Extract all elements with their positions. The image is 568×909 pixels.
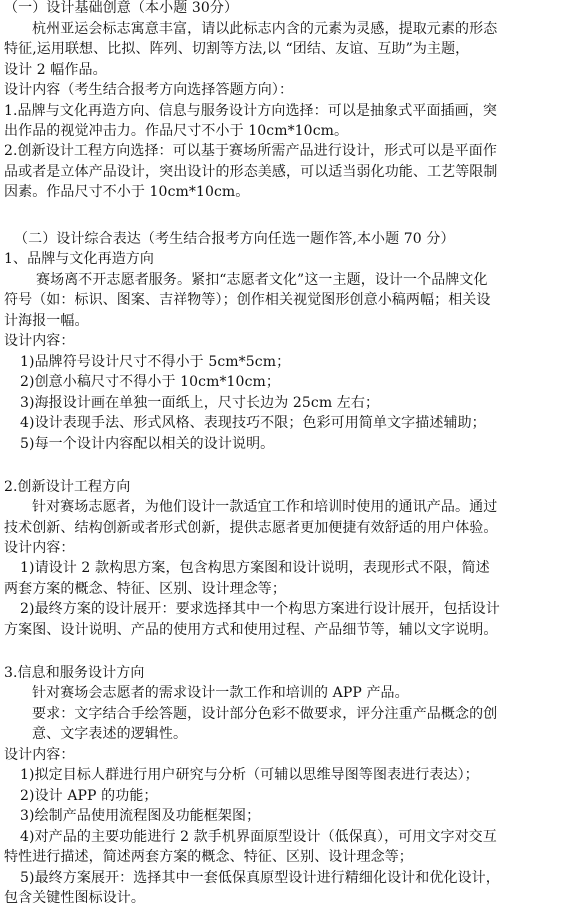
design-content-label: 设计内容：: [4, 540, 75, 556]
list-item: 4)对产品的主要功能进行 2 款手机界面原型设计（低保真），可用文字对交互: [20, 828, 497, 845]
list-item: 1)请设计 2 款构思方案，包含构思方案图和设计说明，表现形式不限，简述: [20, 560, 490, 577]
design-content-label: 设计内容：: [4, 746, 75, 763]
direction-2-paragraph-line: 技术创新、结构创新或者形式创新，提供志愿者更加便捷有效舒适的用户体验。: [4, 519, 498, 536]
list-item: 2)设计 APP 的功能；: [20, 787, 158, 804]
design-content-label: 设计内容（考生结合报考方向选择答题方向）：: [4, 82, 294, 99]
list-item: 1)品牌符号设计尺寸不得小于 5cm*5cm；: [20, 353, 291, 370]
option-1-line: 1.品牌与文化再造方向、信息与服务设计方向选择：可以是抽象式平面插画，突: [4, 102, 497, 119]
list-item: 2)创意小稿尺寸不得小于 10cm*10cm；: [20, 374, 280, 391]
section-1-paragraph-line: 设计 2 幅作品。: [4, 61, 107, 78]
list-item-continuation: 特性进行描述，简述两套方案的概念、特征、区别、设计理念等；: [4, 849, 413, 866]
list-item: 5)最终方案展开：选择其中一套低保真原型设计进行精细化设计和优化设计，: [20, 869, 500, 886]
section-2-heading: （二）设计综合表达（考生结合报考方向任选一题作答,本小题 70 分）: [14, 230, 455, 247]
list-item-continuation: 包含关键性图标设计。: [4, 890, 145, 906]
list-item: 3)绘制产品使用流程图及功能框架图；: [20, 808, 261, 825]
design-content-label: 设计内容：: [4, 333, 75, 350]
direction-3-paragraph-line: 针对赛场会志愿者的需求设计一款工作和培训的 APP 产品。: [32, 685, 409, 702]
list-item-continuation: 两套方案的概念、特征、区别、设计理念等；: [4, 580, 286, 597]
direction-1-heading: 1、品牌与文化再造方向: [4, 251, 155, 268]
list-item: 4)设计表现手法、形式风格、表现技巧不限；色彩可用简单文字描述辅助；: [20, 415, 486, 432]
section-1-heading: （一）设计基础创意（本小题 30分）: [4, 0, 239, 17]
requirements-line: 意、文字表述的逻辑性。: [32, 726, 188, 743]
direction-1-paragraph-line: 符号（如：标识、图案、吉祥物等）；创作相关视觉图形创意小稿两幅；相关设: [4, 292, 491, 309]
option-2-line: 2.创新设计工程方向选择：可以基于赛场所需产品进行设计，形式可以是平面作: [4, 143, 497, 160]
direction-3-heading: 3.信息和服务设计方向: [4, 664, 145, 681]
requirements-line: 要求：文字结合手绘答题，设计部分色彩不做要求，评分注重产品概念的创: [32, 705, 498, 722]
list-item: 3)海报设计画在单独一面纸上，尺寸长边为 25cm 左右；: [20, 394, 380, 411]
option-2-line: 品或者是立体产品设计，突出设计的形态美感，可以适当弱化功能、工艺等限制: [4, 163, 498, 180]
list-item: 1)拟定目标人群进行用户研究与分析（可辅以思维导图等图表进行表达）；: [20, 767, 479, 784]
direction-2-heading: 2.创新设计工程方向: [4, 478, 131, 495]
direction-1-paragraph-line: 赛场离不开志愿者服务。紧扣“志愿者文化”这一主题，设计一个品牌文化: [36, 271, 488, 288]
option-1-line: 出作品的视觉冲击力。作品尺寸不小于 10cm*10cm。: [4, 123, 349, 139]
section-1-paragraph-line: 杭州亚运会标志寓意丰富，请以此标志内含的元素为灵感，提取元素的形态: [32, 20, 498, 37]
direction-1-paragraph-line: 计海报一幅。: [4, 312, 89, 329]
list-item: 5)每一个设计内容配以相关的设计说明。: [20, 435, 275, 452]
list-item-continuation: 方案图、设计说明、产品的使用方式和使用过程、产品细节等，辅以文字说明。: [4, 621, 498, 638]
option-2-line: 因素。作品尺寸不小于 10cm*10cm。: [4, 184, 250, 201]
list-item: 2)最终方案的设计展开：要求选择其中一个构思方案进行设计展开，包括设计: [20, 601, 500, 618]
direction-2-paragraph-line: 针对赛场志愿者，为他们设计一款适宜工作和培训时使用的通讯产品。通过: [32, 499, 498, 516]
section-1-paragraph-line: 特征,运用联想、比拟、阵列、切割等方法,以 “团结、友谊、互助”为主题，: [4, 41, 470, 58]
